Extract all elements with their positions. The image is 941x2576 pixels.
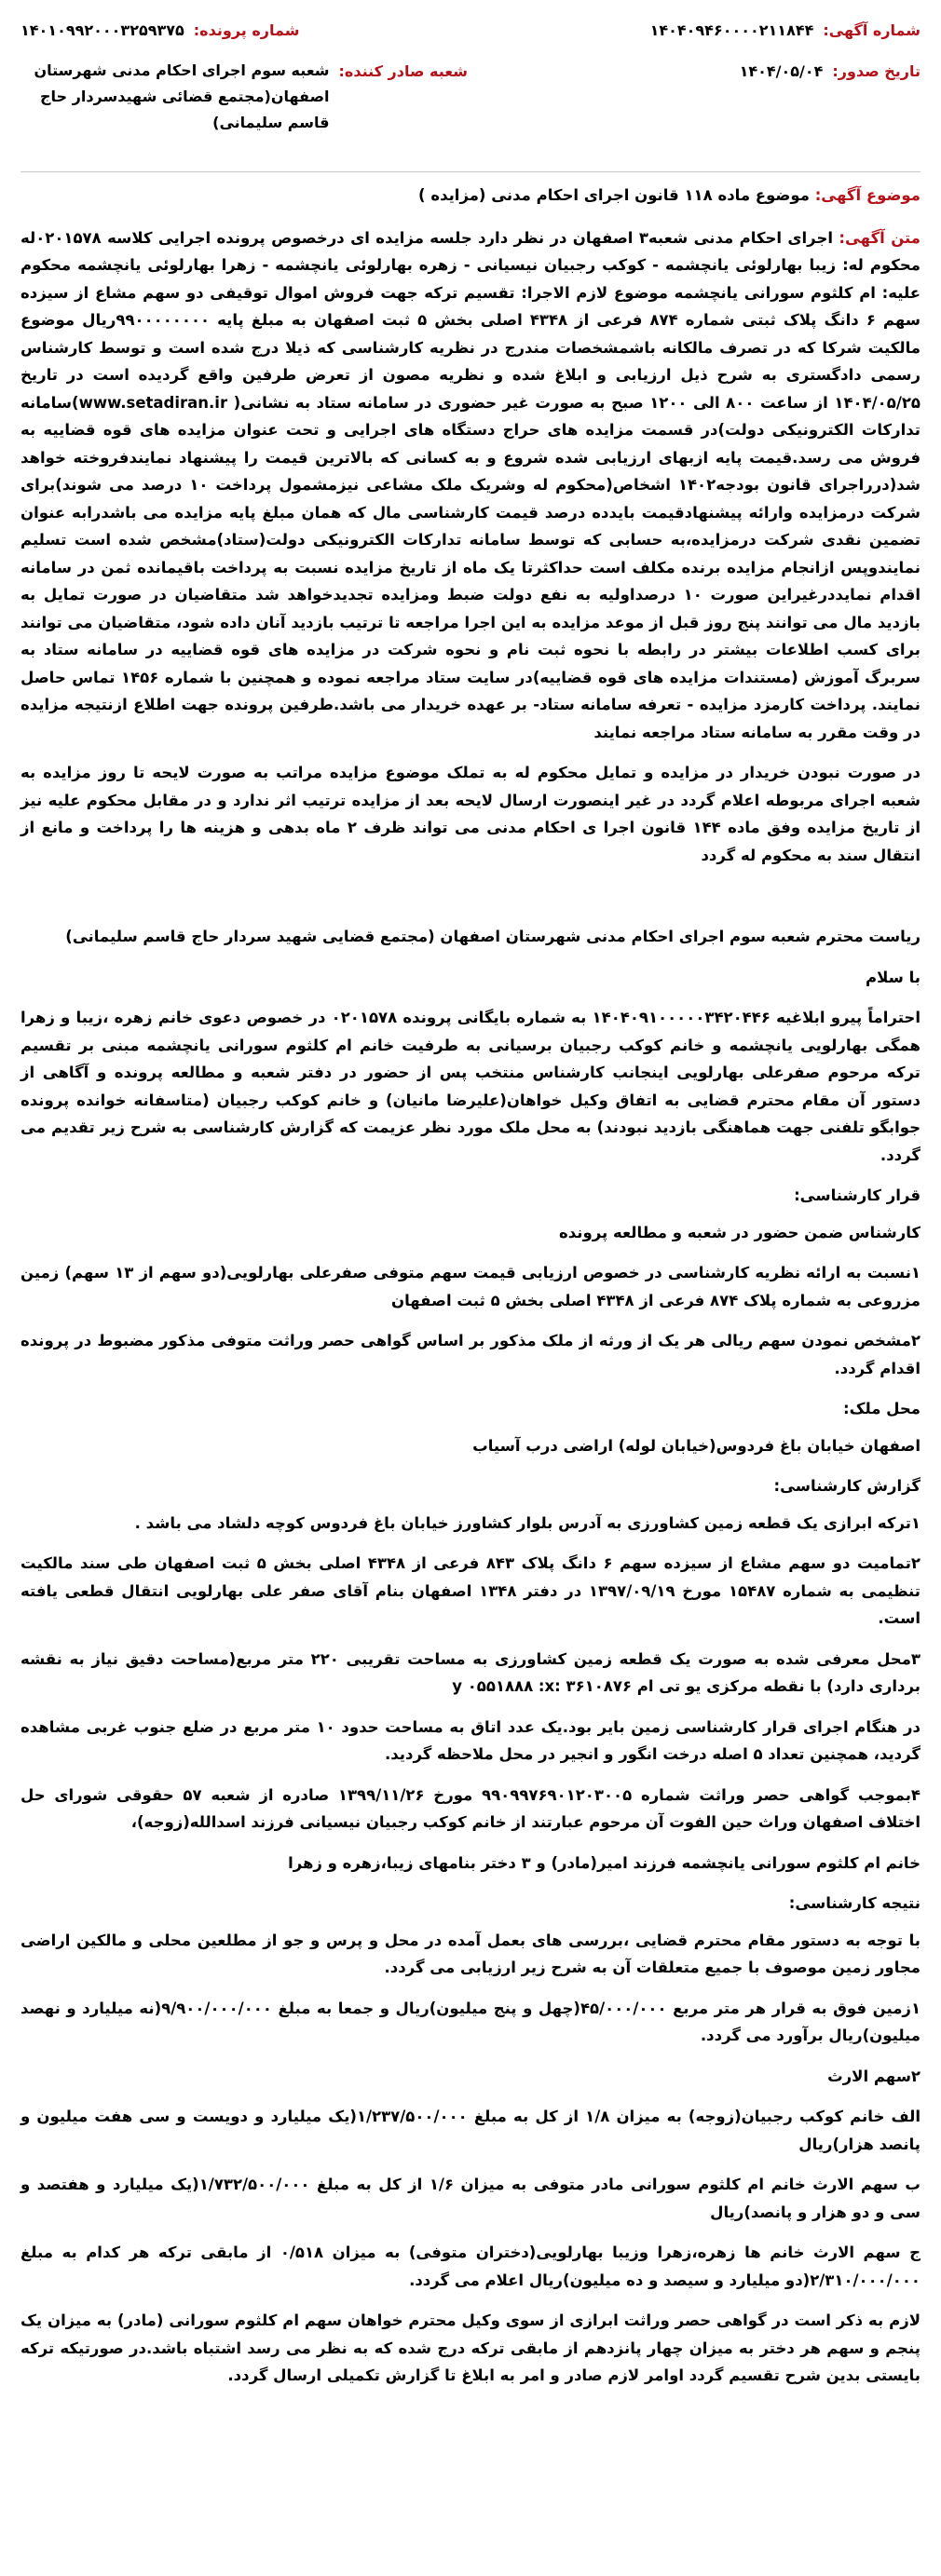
result-item-1: ۱زمین فوق به قرار هر متر مربع ۴۵/۰۰۰/۰۰۰(چهل و پنج میلیون)ریال و جمعا به مبلغ ۹/۹۰۰/۰۰۰/۰۰۰(نه میلیارد و نهصد میلیون)ریال برآورد می گردد. xyxy=(20,1999,921,2044)
survey-item-4: ۴بموجب گواهی حصر وراثت شماره ۹۹۰۹۹۷۶۹۰۱۲۰۳۰۰۵ مورخ ۱۳۹۹/۱۱/۲۶ صادره از شعبه ۵۷ حقوقی شورای حل اختلاف اصفهان وراث حین الفوت آن مرحوم عبارتند از خانم کوکب رجبیان نیسیانی فرزند اسدالله(زوجه)، xyxy=(20,1785,921,1831)
ad-number-value: ۱۴۰۴۰۹۴۶۰۰۰۰۲۱۱۸۴۴ xyxy=(649,21,814,39)
location-heading: محل ملک: xyxy=(842,1400,921,1417)
body-paragraph-2: در صورت نبودن خریدار در مزایده و تمایل محکوم له به تملک موضوع مزایده مراتب به صورت لایحه تا روز مزایده به شعبه اجرای مربوطه اعلام گردد در غیر اینصورت ارسال لایحه بعد از مزایده ترتیب اثر ندارد و در مقابل محکوم علیه نیز از تاریخ مزایده وفق ماده ۱۴۴ قانون اجرا ی احکام مدنی می تواند ظرف ۲ ماه بدهی و هزینه ها را پرداخت و مانع از انتقال سند به محکوم له گردد xyxy=(20,764,921,864)
survey-heading: گزارش کارشناسی: xyxy=(773,1477,921,1495)
report-greeting: با سلام xyxy=(866,968,921,986)
body-paragraph-1-text: اجرای احکام مدنی شعبه۳ اصفهان در نظر دارد جلسه مزایده ای درخصوص پرونده اجرایی کلاسه ۰۲۰۱۵۷۸له محکوم له: زیبا بهارلوئی یانچشمه - کوکب رجبیان نیسیانی - زهره بهارلوئی یانچشمه - زهرا بهارلوئی یانچشمه محکوم علیه: ام کلثوم سورانی یانچشمه موضوع لازم الاجرا: تقسیم ترکه جهت فروش اموال توقیفی دو سهم مشاع از سیزده سهم ۶ دانگ پلاک ثبتی شماره ۸۷۴ فرعی از ۴۳۴۸ اصلی بخش ۵ ثبت اصفهان به مبلغ پایه ۹۹۰۰۰۰۰۰۰۰ریال موضوع مالکیت شرکا که در تصرف مالکانه باشمشخصات مندرج در نظریه کارشناسی که ذیلا درج شده است و توسط کارشناس رسمی دادگستری به شرح ذیل ارزیابی و ابلاغ شده و نظریه مصون از تعرض طرفین واقع گردیده است در تاریخ ۱۴۰۴/۰۵/۲۵ از ساعت ۸۰۰ الی ۱۲۰۰ صبح به صورت غیر حضوری در سامانه ستاد به نشانی( www.setadiran.ir)سامانه تدارکات الکترونیکی دولت)در قسمت مزایده های حراج دستگاه های اجرایی و تحت عنوان مزایده های قوه قضاییه به فروش می رسد.قیمت پایه ازبهای ارزیابی شده شروع و به کسانی که بالاترین قیمت را پیشنهاد نمایندفروخته خواهد شد(درراجرای قانون بودجه۱۴۰۲ اشخاص(محکوم له وشریک ملک مشاعی نیزمشمول پرداخت ۱۰ درصد می شوند)برای شرکت درمزایده وارائه پیشنهادقیمت بایدده درصد قیمت کارشناسی مال که همان مبلغ پایه مزایده می باشدرابه عنوان تضمین نقدی شرکت درمزایده،به حسابی که توسط سامانه تدارکات الکترونیکی دولت(ستاد)مشخص شده است تسلیم نمایندوپس ازانجام مزایده برنده مکلف است حداکثرتا یک ماه از تاریخ مزایده نسبت به پرداخت باقیمانده ثمن در سامانه اقدام نمایددرغیراین صورت ۱۰ درصداولیه به نفع دولت ضبط ومزایده تجدیدخواهد شد متقاضیان در صورت تمایل به بازدید مال می توانند پنج روز قبل از موعد مزایده به این اجرا مراجعه تا ترتیب بازدید آنان داده شود، متقاضیان می توانند برای کسب اطلاعات بیشتر در رابطه با نحوه ثبت نام و نحوه شرکت در مزایده های قوه قضاییه در سامانه ستاد به سربرگ آموزش (مستندات مزایده های قوه قضاییه)در سایت ستاد مراجعه نموده و همچنین با شماره ۱۴۵۶ تماس حاصل نمایند. پرداخت کارمزد مزایده - تعرفه سامانه ستاد- بر عهده خریدار می باشد.طرفین پرونده جهت اطلاع ازنتیجه مزایده در وقت مقرر به سامانه ستاد مراجعه نمایند xyxy=(20,228,921,741)
ad-number xyxy=(650,17,921,45)
inheritance-heading: ۲سهم الارث xyxy=(827,2067,921,2085)
order-item-1: ۱نسبت به ارائه نظریه کارشناسی در خصوص ارزیابی قیمت سهم متوفی صفرعلی بهارلویی(دو سهم از ۱۳ سهم) زمین مزروعی به شماره پلاک ۸۷۴ فرعی از ۴۳۴۸ اصلی بخش ۵ ثبت اصفهان xyxy=(20,1264,921,1309)
report-intro: احتراماً پیرو ابلاغیه ۱۴۰۴۰۹۱۰۰۰۰۰۳۴۲۰۴۴۶ به شماره بایگانی پرونده ۰۲۰۱۵۷۸ در خصوص دعوی خانم زهره ،زیبا و زهرا همگی بهارلویی یانچشمه و خانم کوکب رجبیان برسیانی به طرفیت خانم ام کلثوم سورانی یانچشمه مبنی بر تقسیم ترکه مرحوم صفرعلی بهارلویی اینجانب کارشناس منتخب پس از حضور در دفتر شعبه و مطالعه پرونده و آگاهی از دستور آن مقام محترم قضایی به اتفاق وکیل خواهان(علیرضا مانیان) و خانم کوکب رجبیان (متاسفانه خوانده پرونده جوابگو تلفنی جهت هماهنگی بازدید نبودند) به محل ملک مورد نظر عزیمت که گزارش کارشناسی به شرح زیر تقدیم می گردد. xyxy=(20,1009,921,1164)
location-text: اصفهان خیابان باغ فردوس(خیابان لوله) اراضی درب آسیاب xyxy=(472,1436,921,1455)
notice-body xyxy=(20,224,921,870)
survey-item-3-note: در هنگام اجرای قرار کارشناسی زمین بایر بود.یک عدد اتاق به مساحت حدود ۱۰ متر مربع در ضلع جنوب غربی مشاهده گردید، همچنین تعداد ۵ اصله درخت انگور و انجیر در محل ملاحظه گردید. xyxy=(20,1717,921,1763)
result-intro: با توجه به دستور مقام محترم قضایی ،بررسی های بعمل آمده در محل و پرس و جو از مطلعین محلی و مالکین اراضی مجاور زمین موصوف با جمیع متعلقات آن به شرح زیر ارزیابی می گردد. xyxy=(20,1931,921,1976)
result-heading: نتیجه کارشناسی: xyxy=(788,1894,921,1912)
issuing-branch xyxy=(20,58,468,136)
survey-item-4-heirs: خانم ام کلثوم سورانی یانچشمه فرزند امیر(مادر) و ۳ دختر بنامهای زیبا،زهره و زهرا xyxy=(288,1853,921,1872)
subject-label: موضوع آگهی: xyxy=(814,186,921,204)
subject-text: موضوع ماده ۱۱۸ قانون اجرای احکام مدنی (مزایده ) xyxy=(418,186,810,204)
inheritance-share-c: ج سهم الارث خانم ها زهره،زهرا وزیبا بهارلویی(دختران متوفی) به میزان ۰/۵۱۸ از مابقی ترکه هر کدام به مبلغ ۲/۳۱۰/۰۰۰/۰۰۰(دو میلیارد و سیصد و ده میلیون)ریال اعلام می گردد. xyxy=(20,2244,921,2289)
survey-item-2: ۲تمامیت دو سهم مشاع از سیزده سهم ۶ دانگ پلاک ۸۴۳ فرعی از ۴۳۴۸ اصلی بخش ۵ ثبت اصفهان طی سند مالکیت تنظیمی به شماره ۱۵۴۸۷ مورخ ۱۳۹۷/۰۹/۱۹ در دفتر ۱۳۴۸ اصفهان بنام آقای صفر علی بهارلویی انتقال قطعی یافته است. xyxy=(20,1554,921,1627)
issue-date-value: ۱۴۰۴/۰۵/۰۴ xyxy=(739,62,824,80)
order-text: کارشناس ضمن حضور در شعبه و مطالعه پرونده xyxy=(559,1223,921,1241)
order-item-2: ۲مشخص نمودن سهم ریالی هر یک از ورثه از ملک مذکور بر اساس گواهی حصر وراثت متوفی مذکور مضبوط در پرونده اقدام گردد. xyxy=(20,1332,921,1377)
header-row-2 xyxy=(20,58,921,136)
inheritance-share-a: الف خانم کوکب رجبیان(زوجه) به میزان ۱/۸ از کل به مبلغ ۱/۲۳۷/۵۰۰/۰۰۰(یک میلیارد و دویست و سی هفت میلیون و پانصد هزار)ریال xyxy=(20,2108,921,2153)
issuing-branch-value: شعبه سوم اجرای احکام مدنی شهرستان اصفهان(مجتمع قضائی شهیدسردار حاج قاسم سلیمانی) xyxy=(34,61,330,131)
subject-line xyxy=(20,182,921,210)
survey-item-1: ۱ترکه ابرازی یک قطعه زمین کشاورزی به آدرس بلوار کشاورز خیابان باغ فردوس کوچه دلشاد می باشد . xyxy=(134,1513,921,1532)
body-label: متن آگهی: xyxy=(839,228,921,247)
case-number-value: ۱۴۰۱۰۹۹۲۰۰۰۳۲۵۹۳۷۵ xyxy=(20,21,184,39)
case-number-label: شماره پرونده: xyxy=(193,21,300,39)
issue-date-label: تاریخ صدور: xyxy=(832,62,921,80)
report-closing: لازم به ذکر است در گواهی حصر وراثت ابرازی از سوی وکیل محترم خواهان سهم ام کلثوم سورانی (مادر) به میزان یک پنجم و سهم هر دختر به میزان چهار پانزدهم از مابقی ترکه درج شده که به نظر می رسد اشتباه باشد.در صورتیکه ترکه بایستی بدین شرح تقسیم گردد اوامر لازم صادر و امر به ابلاغ تا گزارش تکمیلی ارسال گردد. xyxy=(20,2312,921,2384)
header-row-1 xyxy=(20,17,921,45)
survey-item-3: ۳محل معرفی شده به صورت یک قطعه زمین کشاورزی به مساحت تقریبی ۲۲۰ متر مربع(مساحت دقیق نیاز به نقشه برداری دارد) با نقطه مرکزی یو تی ام ۳۶۱۰۸۷۶ :y ۰۵۵۱۸۸۸ :x xyxy=(20,1649,921,1695)
report-addressee: ریاست محترم شعبه سوم اجرای احکام مدنی شهرستان اصفهان (مجتمع قضایی شهید سردار حاج قاسم سلیمانی) xyxy=(65,928,921,945)
case-number xyxy=(20,17,299,45)
issuing-branch-label: شعبه صادر کننده: xyxy=(338,62,468,80)
body-paragraph-1 xyxy=(20,224,921,747)
order-heading: قرار کارشناسی: xyxy=(794,1186,921,1204)
issue-date xyxy=(740,58,921,86)
header-divider xyxy=(20,171,921,172)
inheritance-share-b: ب سهم الارث خانم ام کلثوم سورانی مادر متوفی به میزان ۱/۶ از کل به مبلغ ۱/۷۳۲/۵۰۰/۰۰۰(یک میلیارد و هفتصد و سی و دو هزار و پانصد)ریال xyxy=(20,2176,921,2221)
ad-number-label: شماره آگهی: xyxy=(823,21,921,39)
expert-report xyxy=(20,923,921,2390)
notice-header xyxy=(20,17,921,166)
